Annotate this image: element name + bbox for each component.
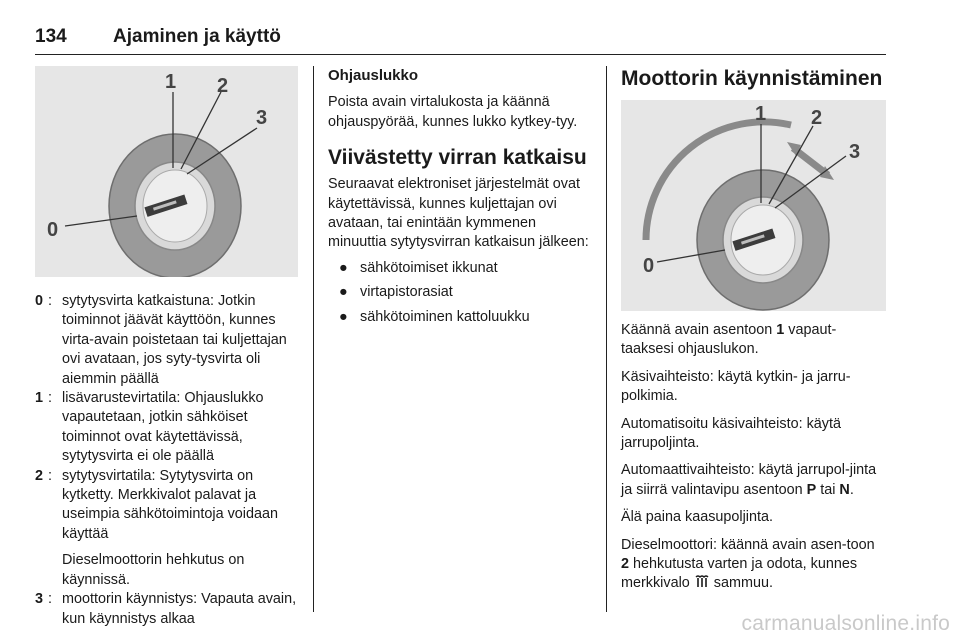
bullet-icon: ●	[339, 259, 348, 276]
legend-key: 2	[35, 467, 44, 484]
list-item	[328, 283, 592, 302]
legend-separator: :	[48, 293, 52, 309]
steering-lock-text: Poista avain virtalukosta ja käännä ohjauspyörää, kunnes lukko kytkey-tyy.	[328, 94, 578, 130]
column-divider	[606, 66, 607, 612]
column-divider	[313, 66, 314, 612]
watermark: carmanualsonline.info	[741, 612, 950, 635]
legend-separator: :	[48, 591, 52, 608]
paragraph: Käännä avain asentoon 1 vapaut-taaksesi ohjauslukon.	[621, 322, 837, 358]
glow-plug-icon	[694, 575, 710, 589]
ignition-switch-figure	[35, 66, 298, 277]
bullet-icon: ●	[339, 284, 348, 301]
page-title: Ajaminen ja käyttö	[113, 26, 281, 47]
legend-text: sytytysvirta katkaistuna: Jotkin toiminnot jäävät käyttöön, kunnes virta-avain poistetaan tai kuljettajan ovi avataan, jos syty-tysvirta oli aiemmin päällä	[62, 293, 287, 387]
position-label-1: 1	[755, 103, 767, 125]
legend-item	[35, 467, 300, 545]
legend-item	[35, 292, 300, 389]
position-label-2: 2	[217, 75, 229, 97]
paragraph: Automatisoitu käsivaihteisto: käytä jarrupoljinta.	[621, 415, 841, 452]
delayed-power-off-text: Seuraavat elektroniset järjestelmät ovat käytettävissä, kunnes kuljettajan ovi avataan, tai enintään kymmenen minuuttia sytytysvirran katkaisun jälkeen:	[328, 176, 589, 251]
legend-item	[35, 389, 300, 467]
legend-separator: :	[48, 467, 52, 484]
engine-start-text	[621, 321, 886, 602]
legend-text: lisävarustevirtatila: Ohjauslukko vapautetaan, jotkin sähköiset toiminnot ovat käytettävissä, sytytysvirta ei ole päällä	[62, 390, 264, 465]
bullet-icon: ●	[339, 308, 348, 325]
legend-item	[35, 590, 300, 629]
list-item	[328, 259, 592, 278]
steering-lock-heading: Ohjauslukko	[328, 67, 419, 84]
position-label-0: 0	[47, 219, 59, 241]
list-item-text: sähkötoimiset ikkunat	[360, 259, 498, 276]
list-item-text: virtapistorasiat	[360, 284, 453, 301]
paragraph: Älä paina kaasupoljinta.	[621, 509, 774, 526]
legend-text: moottorin käynnistys: Vapauta avain, kun käynnistys alkaa	[62, 591, 297, 627]
engine-start-section	[621, 66, 886, 592]
engine-start-diagram	[621, 100, 886, 311]
position-label-1: 1	[165, 71, 177, 93]
paragraph: Automaattivaihteisto: käytä jarrupol-jinta ja siirrä valintavipu asentoon P tai N.	[621, 462, 877, 498]
list-item	[328, 308, 592, 327]
legend-separator: :	[48, 390, 52, 407]
page-number: 134	[35, 26, 67, 47]
position-label-3: 3	[849, 141, 861, 163]
engine-start-heading: Moottorin käynnistäminen	[621, 67, 883, 90]
steering-lock-section	[328, 66, 592, 332]
legend-key: 1	[35, 390, 44, 407]
legend-key: 0	[35, 293, 44, 309]
position-label-2: 2	[811, 107, 823, 129]
list-item-text: sähkötoiminen kattoluukku	[360, 308, 530, 325]
legend-key: 3	[35, 591, 44, 608]
delayed-power-off-heading: Viivästetty virran katkaisu	[328, 146, 587, 170]
position-label-3: 3	[256, 107, 268, 129]
page-header	[35, 26, 886, 55]
engine-start-figure	[621, 100, 886, 311]
bullet-list	[328, 259, 592, 327]
position-label-0: 0	[643, 255, 655, 277]
paragraph: Dieselmoottori: käännä avain asen-toon 2 hehkutusta varten ja odota, kunnes merkkivalo sammuu.	[621, 536, 875, 592]
ignition-switch-diagram	[35, 66, 298, 277]
legend-text: sytytysvirtatila: Sytytysvirta on kytketty. Merkkivalot palavat ja useimpia sähkötoimintoja voidaan käyttää	[62, 467, 278, 542]
legend-extra-text: Dieselmoottorin hehkutus on käynnissä.	[62, 552, 245, 588]
position-legend	[35, 292, 300, 629]
paragraph: Käsivaihteisto: käytä kytkin- ja jarru-polkimia.	[621, 368, 851, 405]
